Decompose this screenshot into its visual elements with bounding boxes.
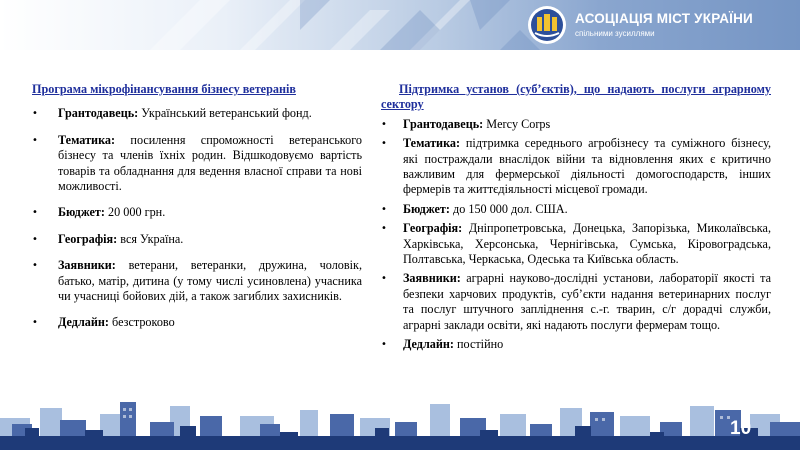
bullet-icon: • bbox=[381, 273, 387, 285]
item-label: Дедлайн: bbox=[403, 337, 454, 352]
list-item bbox=[381, 337, 771, 352]
item-text: 20 000 грн. bbox=[104, 205, 166, 220]
item-label: Географія: bbox=[403, 221, 463, 236]
brand[interactable] bbox=[527, 4, 797, 46]
left-heading[interactable]: Програма мікрофінансування бізнесу ветеранів bbox=[32, 82, 296, 96]
item-label: Тематика: bbox=[403, 136, 461, 151]
header-banner bbox=[0, 0, 800, 50]
bullet-icon: • bbox=[381, 138, 387, 150]
item-text: підтримка середнього агробізнесу та суміжного бізнесу, які постраждали внаслідок війни та відновлення яких є критично важливим для фермерської діяльності домогосподарств, інших фермерів та життєдіяльності місцевої громади. bbox=[403, 136, 771, 197]
bullet-icon: • bbox=[381, 339, 387, 351]
city-skyline-footer bbox=[0, 388, 800, 450]
bullet-icon: • bbox=[381, 118, 387, 130]
list-item bbox=[381, 136, 771, 198]
right-column bbox=[381, 82, 771, 357]
item-text: Mercy Corps bbox=[483, 116, 551, 131]
org-slogan: спільними зусиллями bbox=[575, 29, 655, 38]
item-label: Дедлайн: bbox=[58, 315, 109, 330]
list-item bbox=[381, 271, 771, 333]
list-item bbox=[32, 106, 362, 121]
bullet-icon: • bbox=[32, 134, 38, 146]
item-label: Географія: bbox=[58, 231, 118, 246]
item-text: посилення спроможності ветеранського бізнесу та членів їхніх родин. Відшкодовуємо вартість товарів та обладнання для ведення власної справи та нові можливості. bbox=[58, 132, 362, 194]
item-label: Заявники: bbox=[403, 271, 461, 286]
item-text: безстроково bbox=[108, 315, 175, 330]
item-text: до 150 000 дол. США. bbox=[449, 201, 568, 216]
bullet-icon: • bbox=[32, 108, 38, 120]
left-list bbox=[32, 106, 362, 330]
item-text: аграрні науково-дослідні установи, лабораторії якості та безпеки харчових продуктів, суб’єкти надання ветеринарних послуг та послуг штучного запліднення с.-г. тварин, с/г дорадчі служби, аграрні заклади освіти, які надають послуги фермерам тощо. bbox=[403, 271, 771, 332]
bullet-icon: • bbox=[32, 317, 38, 329]
list-item bbox=[32, 133, 362, 195]
left-column bbox=[32, 82, 362, 342]
item-label: Тематика: bbox=[58, 132, 116, 147]
list-item bbox=[32, 205, 362, 220]
list-item bbox=[32, 232, 362, 247]
item-text: вся Україна. bbox=[117, 231, 184, 246]
bullet-icon: • bbox=[32, 207, 38, 219]
item-label: Бюджет: bbox=[403, 201, 450, 216]
list-item bbox=[32, 258, 362, 304]
item-label: Заявники: bbox=[58, 258, 116, 273]
list-item bbox=[381, 202, 771, 217]
item-label: Грантодавець: bbox=[403, 116, 484, 131]
item-text: Український ветеранський фонд. bbox=[138, 106, 312, 121]
list-item bbox=[381, 117, 771, 132]
page-number: 10 bbox=[730, 418, 752, 439]
list-item bbox=[32, 315, 362, 330]
item-label: Бюджет: bbox=[58, 205, 105, 220]
right-heading[interactable]: Підтримка установ (суб’єктів), що надають послуги аграрному сектору bbox=[381, 82, 771, 112]
item-label: Грантодавець: bbox=[58, 106, 139, 121]
org-name: АСОЦІАЦІЯ МІСТ УКРАЇНИ bbox=[575, 11, 753, 26]
item-text: постійно bbox=[453, 337, 504, 352]
bullet-icon: • bbox=[381, 203, 387, 215]
list-item bbox=[381, 221, 771, 267]
item-text: ветерани, ветеранки, дружина, чоловік, батько, матір, дитина (у тому числі усиновлена) учасника чи учасниці бойових дій, а також загиблих захисників. bbox=[58, 258, 362, 304]
right-list bbox=[381, 117, 771, 353]
item-text: Дніпропетровська, Донецька, Запорізька, Миколаївська, Харківська, Херсонська, Чернігівська, Сумська, Кіровоградська, Полтавська, Черкаська, Одеська та Київська область. bbox=[403, 221, 771, 267]
bullet-icon: • bbox=[32, 260, 38, 272]
auc-logo-icon bbox=[527, 5, 567, 45]
bullet-icon: • bbox=[381, 223, 387, 235]
bullet-icon: • bbox=[32, 233, 38, 245]
